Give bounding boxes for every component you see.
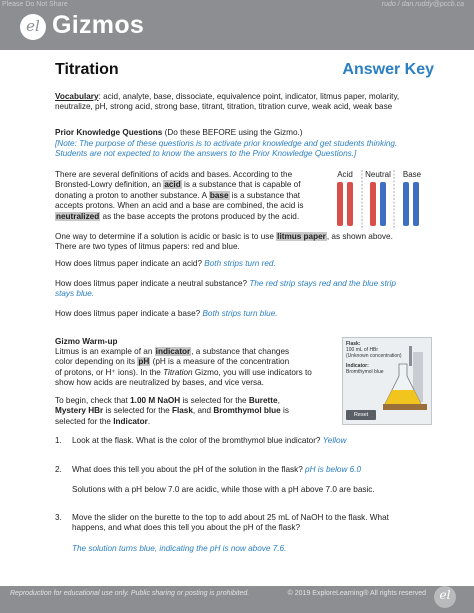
footer-copyright: © 2019 ExploreLearning® All rights reserved: [287, 590, 426, 597]
vocabulary-block: [55, 92, 435, 113]
litmus-paper-figure: [330, 168, 426, 230]
neutral-red-strip: [370, 182, 376, 226]
vocabulary-terms-1: : acid, analyte, base, dissociate, equivalence point, indicator, litmus paper, molarity,: [98, 92, 400, 101]
warmup-paragraph: Litmus is an example of an indicator, a substance that changes color depending on its pH (pH is a measure of the concentration of protons, or H⁺ ions). In the Titration Gizmo, you will use indicators to show how acids are neutralized by bases, and vice versa.: [55, 347, 312, 388]
figure-base-label: Base: [402, 170, 422, 179]
gizmo-indicator-label: Indicator:: [346, 363, 369, 369]
vocabulary-terms-2: neutralize, pH, strong acid, strong base, titrant, titration, titration curve, weak acid, weak base: [55, 102, 393, 112]
gizmo-flask-label: Flask:: [346, 341, 361, 347]
neutral-blue-strip: [380, 182, 386, 226]
gizmo-screenshot: [342, 337, 432, 425]
explorelearning-logo: el: [20, 14, 46, 40]
answer-3: The solution turns blue, indicating the pH is now above 7.6.: [72, 543, 287, 553]
question-litmus-acid: How does litmus paper indicate an acid? Both strips turn red.: [55, 259, 276, 268]
answer-litmus-neutral-1: The red strip stays red and the blue strip: [249, 279, 396, 288]
term-indicator: indicator: [155, 347, 191, 356]
gizmo-indicator-value: Bromthymol blue: [346, 369, 384, 375]
flask-icon: [383, 346, 429, 412]
page-title: Titration: [55, 61, 119, 78]
acid-red-strip: [337, 182, 343, 226]
setup-instructions: To begin, check that 1.00 M NaOH is selected for the Burette, Mystery HBr is selected for the Flask, and Bromthymol blue is selected for the Indicator.: [55, 396, 289, 426]
base-red-strip: [403, 182, 409, 226]
question-litmus-neutral: How does litmus paper indicate a neutral substance? The red strip stays red and the blue strip stays blue.: [55, 279, 445, 300]
term-acid: acid: [164, 180, 181, 190]
base-blue-strip: [413, 182, 419, 226]
gizmo-flask-desc-2: (Unknown concentration): [346, 353, 402, 359]
prior-knowledge-note: [Note: The purpose of these questions is to activate prior knowledge and get students thinking. Students are not expected to know the answers to the Prior Knowledge Questions.]: [55, 139, 398, 159]
answer-key-label: Answer Key: [342, 61, 434, 78]
answer-litmus-acid: Both strips turn red.: [204, 259, 276, 268]
litmus-paragraph: One way to determine if a solution is acidic or basic is to use litmus paper, as shown above. There are two types of litmus papers: red and blue.: [55, 232, 393, 252]
footer-logo: el: [434, 586, 456, 608]
term-neutralized: neutralized: [56, 211, 100, 221]
answer-litmus-base: Both strips turn blue.: [202, 309, 278, 318]
question-2: 2. What does this tell you about the pH of the solution in the flask? pH is below 6.0 Solutions with a pH below 7.0 are acidic, while those with a pH above 7.0 are basic.: [55, 465, 445, 496]
warmup-heading: Gizmo Warm-up: [55, 337, 118, 346]
term-ph: pH: [138, 357, 150, 367]
question-2-explanation: Solutions with a pH below 7.0 are acidic, while those with a pH above 7.0 are basic.: [72, 485, 375, 495]
question-3: 3. Move the slider on the burette to the top to add about 25 mL of NaOH to the flask. What happens, and what does this tell you about the pH of the flask? The solution turns blue, indicating the pH is now above 7.6.: [55, 513, 450, 554]
watermark-left: Please Do Not Share: [2, 1, 68, 8]
figure-neutral-label: Neutral: [365, 170, 391, 179]
figure-acid-label: Acid: [337, 170, 353, 179]
watermark-right: rudo / dan.ruddy@pccb.ca: [381, 1, 464, 8]
term-litmus-paper: litmus paper: [277, 232, 326, 241]
acid-blue-strip: [347, 182, 353, 226]
term-base: base: [209, 190, 229, 200]
question-1: 1. Look at the flask. What is the color of the bromthymol blue indicator? Yellow: [55, 436, 347, 445]
definition-paragraph: There are several definitions of acids and bases. According to the Bronsted-Lowry definition, an acid is a substance that is capable of donating a proton to another substance. A base is a substance that accepts protons. When an acid and a base are combined, the acid is neutralized as the base accepts the protons produced by the acid.: [55, 170, 304, 221]
answer-litmus-neutral-2: stays blue.: [55, 289, 95, 299]
answer-1: Yellow: [322, 436, 347, 445]
question-litmus-base: How does litmus paper indicate a base? Both strips turn blue.: [55, 309, 278, 318]
prior-knowledge-heading: Prior Knowledge Questions (Do these BEFORE using the Gizmo.): [55, 128, 303, 137]
brand-name: Gizmos: [52, 11, 145, 39]
footer-disclaimer: Reproduction for educational use only. Public sharing or posting is prohibited.: [10, 590, 250, 597]
vocabulary-label: Vocabulary: [55, 92, 99, 101]
reset-button[interactable]: Reset: [346, 410, 376, 420]
answer-2: pH is below 6.0: [305, 465, 362, 474]
gizmo-flask-desc-1: 100 mL of HBr: [346, 347, 379, 353]
